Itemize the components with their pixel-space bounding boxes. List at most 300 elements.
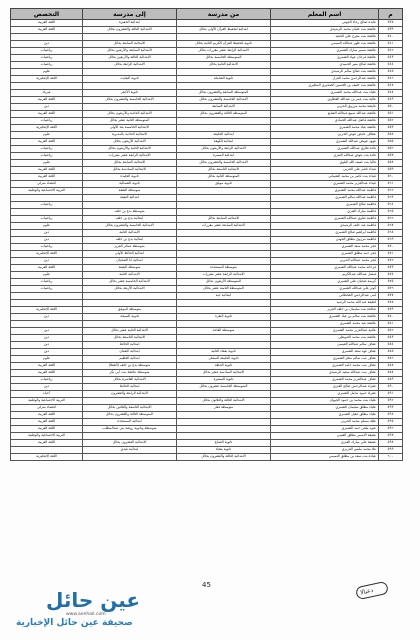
specialty: اللغة العربية [11,167,83,174]
row-number: ٥٦١ [379,181,403,188]
specialty [11,293,83,300]
teacher-name: غادة بنت عوض عبدالله العنزي [271,153,379,160]
to-school: ابتدائية ابا الصحيان [83,258,177,265]
teacher-name: غادة طارق عبدالله الشمري [271,146,379,153]
logo-main-text: عين حائل [46,588,141,612]
specialty: اللغة العربية [11,412,83,419]
table-row [11,216,403,223]
specialty [11,321,83,328]
to-school: الابتدائية الثانية [83,272,177,279]
from-school: الابتدائية السابعة [177,104,271,111]
to-school: متوسطة عمائر العريز [83,244,177,251]
to-school: الابتدائية الثالثة والأربعين بحائل [83,55,177,62]
table-row [11,160,403,167]
from-school: ثانوية الضباع [177,440,271,447]
teacher-name: عائشة فرحان عواد الشمري [271,55,379,62]
specialty [11,34,83,41]
to-school: الابتدائية الرابعة عشر مقررات [83,153,177,160]
specialty: اللغة الإنجليزية [11,454,83,461]
watermark-logo [8,588,198,636]
row-number: ٥٤٥ [379,69,403,76]
from-school: المتوسطة الخامسة عشرون بحائل [177,384,271,391]
row-number: ٥٥٢ [379,118,403,125]
teacher-name: علا محمد ملبس العزيزي [271,447,379,454]
specialty [11,83,83,90]
specialty: رياضيات [11,118,83,125]
to-school: ابتدائية الحائط [83,342,177,349]
to-school: الابتدائية الحادية والأربعون بحائل [83,111,177,118]
header-specialty: التخصص [11,9,83,20]
from-school: الابتدائية الثالثة والعشرون بحائل [177,454,271,461]
row-number: ٥٩٠ [379,384,403,391]
to-school: ابتدائية العظيم [83,356,177,363]
specialty: دين [11,349,83,356]
row-number: ٥٨٦ [379,356,403,363]
teacher-name: علياء بنت عبدالله محمد الشمري [271,90,379,97]
table-row [11,244,403,251]
teacher-name: عالية بنت عمر بن عبدالله العطاوي [271,97,379,104]
row-number: ٥٥٥ [379,139,403,146]
from-school: ثانوية بقعاء [177,447,271,454]
specialty: اللغة العربية [11,265,83,272]
specialty: رياضيات [11,286,83,293]
teacher-name: كريمة ضحيان علي الشمري [271,279,379,286]
to-school: المتوسطة الثالثة والعشرون بحائل [83,412,177,419]
to-school: الابتدائية الخامسة والعشرون بحائل [83,97,177,104]
teacher-name: علياء مطلق عقيل الشمري [271,412,379,419]
teacher-name: عفاف بنت محمد حامد الشمري [271,363,379,370]
table-row [11,251,403,258]
to-school [83,433,177,440]
to-school: الابتدائية السابعة بحائل [83,41,177,48]
signature-stamp [355,581,389,600]
table-row [11,398,403,405]
row-number: ٥٩٢ [379,398,403,405]
from-school [177,342,271,349]
table-row [11,118,403,125]
teacher-name: علياء بنت محمد بن حمود الجبهان [271,398,379,405]
teacher-name: غيداء عبدالعزيز محمد الشمري [271,181,379,188]
table-row [11,55,403,62]
to-school: الابتدائية التاسعة والثلاثين بحائل [83,405,177,412]
to-school: الابتدائية العاشرة بحائل [83,377,177,384]
teacher-name: عنود ملفي حمد الشمري [271,426,379,433]
row-number: ٥٦٩ [379,237,403,244]
teacher-name: غيداء بنت ناصر بن محمد الشيباني [271,174,379,181]
teacher-name: عفاف عبدالعزيز محمد الشمري [271,377,379,384]
table-row [11,286,403,293]
to-school: ابتدائية الحائط [83,384,177,391]
specialty: رياضيات [11,62,83,69]
table-row [11,132,403,139]
transfer-table [10,8,403,461]
table-row [11,104,403,111]
to-school: الابتدائية السابعة بحائل [83,160,177,167]
to-school: الابتدائية الثالثة والعشرون بحائل [83,27,177,34]
row-number: ٥٦٢ [379,188,403,195]
table-row [11,209,403,216]
teacher-name: عائشة بنت مفرح علي الجعيد [271,34,379,41]
specialty: رياضيات [11,279,83,286]
table-row [11,426,403,433]
from-school: الابتدائية السابعة بحائل [177,216,271,223]
teacher-name: عهود عويض عبدالله الشمري [271,139,379,146]
table-row [11,412,403,419]
teacher-name: عائشة بنت عليان محمد الرشيدي [271,27,379,34]
to-school: ابتدائية الحفيرة [83,20,177,27]
teacher-name: عائشة عبدالله شبيع عبدالله الشايع [271,111,379,118]
to-school: ثانوية الأجفر [83,90,177,97]
table-row [11,377,403,384]
row-number: ٥٧٤ [379,272,403,279]
header-teacher-name: اسم المعلم [271,9,379,20]
table-row [11,454,403,461]
row-number: ٥٤٤ [379,62,403,69]
teacher-name: فاطمة عبدالله سالم الشمري [271,195,379,202]
table-row [11,321,403,328]
table-row [11,125,403,132]
logo-tagline: صحيفة عين حائل الإخبارية [16,618,133,628]
table-row [11,27,403,34]
specialty: دين [11,104,83,111]
teacher-name: عائشة سمير مبارك الشمري [271,48,379,55]
specialty [11,209,83,216]
from-school: المتوسطة الخامسة بحائل [177,55,271,62]
row-number: ٥٨٥ [379,349,403,356]
from-school: متوسطة القاعد [177,328,271,335]
row-number: ٥٨١ [379,321,403,328]
specialty: علوم [11,223,83,230]
from-school [177,69,271,76]
teacher-name: فيصل عبدالله عبدالكريم [271,272,379,279]
table-row [11,391,403,398]
table-row [11,41,403,48]
from-school: متوسطة قفار [177,405,271,412]
teacher-name: فاطمة عبدالله محمد الشمري [271,188,379,195]
to-school: الابتدائية الأربعون بحائل [83,139,177,146]
teacher-name: عفاف بنت عبدالله سعيد الرشيدي [271,370,379,377]
table-row [11,62,403,69]
teacher-name: عفيفة الاسمر مطلق العتيبي [271,433,379,440]
specialty: رياضيات [11,146,83,153]
specialty: علوم [11,69,83,76]
teacher-name: غاليا بنت ضيف الله البلوي [271,160,379,167]
to-school: الابتدائية العشرون بحائل [83,440,177,447]
table-row [11,90,403,97]
table-row [11,293,403,300]
row-number: ٥٤٦ [379,76,403,83]
table-row [11,370,403,377]
specialty: رياضيات [11,216,83,223]
table-row [11,307,403,314]
to-school: متوسطة بدع بن خلف (العطا) [83,363,177,370]
header-to-school: إلى مدرسة [83,9,177,20]
to-school: ابتدائية بدع بن خلف [83,216,177,223]
table-row [11,188,403,195]
row-number: ٦٠٠ [379,454,403,461]
specialty: رياضيات [11,202,83,209]
teacher-name: فاطمة ضاوي عبدالله الشمري [271,216,379,223]
row-number: ٥٥٨ [379,160,403,167]
teacher-name: فاطمة عيد خلف الرشيدي [271,223,379,230]
specialty: دين [11,237,83,244]
table-row [11,181,403,188]
specialty: رياضيات [11,48,83,55]
table-header [11,9,403,20]
row-number: ٥٤٠ [379,34,403,41]
row-number: ٥٤٣ [379,55,403,62]
to-school: ابتدائية بدع بن خلف [83,237,177,244]
from-school: الابتدائية الثالثة والثلاثون بحائل [177,398,271,405]
from-school: ثانوية موقق [177,181,271,188]
specialty: اللغة العربية [11,20,83,27]
table-row [11,363,403,370]
to-school: ثانوية الجليدة [83,174,177,181]
row-number: ٥٩٦ [379,426,403,433]
teacher-name: عايدة صالح رجاء الجهني [271,20,379,27]
row-number: ٥٩٨ [379,440,403,447]
to-school: الابتدائية الرابعة بحائل [83,62,177,69]
row-number: ٥٩٥ [379,419,403,426]
table-row [11,405,403,412]
to-school: الابتدائية الخامسة بعد الأولى [83,125,177,132]
from-school: الابتدائية الرابعة والأربعون بحائل [177,146,271,153]
teacher-name: عفراء عبدالرحمن صالح العنزي [271,384,379,391]
from-school: ثانوية بقعاء الثانية [177,349,271,356]
specialty: اللغة العربية [11,111,83,118]
to-school [83,34,177,41]
header-number: م [379,9,403,20]
teacher-name: عفيفة علي مبارك العنزي [271,440,379,447]
row-number: ٥٦٥ [379,209,403,216]
from-school: ابتدائية المسرة [177,153,271,160]
from-school: الابتدائية الرابعة عشر مقررات بحائل [177,48,271,55]
teacher-name: فجر محمد عبدالله الحربي [271,258,379,265]
specialty [11,300,83,307]
teacher-name: عطاف عايض عوض الحربي [271,132,379,139]
teacher-name: عائشة بنت ظهر عبدالله التميمي [271,41,379,48]
row-number: ٥٤٧ [379,83,403,90]
table-row [11,146,403,153]
teacher-name: عائشة صالح منير الحميدي [271,62,379,69]
from-school [177,251,271,258]
from-school [177,321,271,328]
to-school: ثانوية البعايث [83,76,177,83]
teacher-name: لطيفة عبد الله محمد الرشيد [271,300,379,307]
header-from-school: من مدرسة [177,9,271,20]
table-row [11,258,403,265]
table-row [11,202,403,209]
from-school: ثانوية لتحفيظ القرآن الكريم الثانية بحائل [177,41,271,48]
row-number: ٥٧٧ [379,293,403,300]
row-number: ٥٩٧ [379,433,403,440]
row-number: ٥٨٠ [379,314,403,321]
row-number: ٥٩٣ [379,405,403,412]
row-number: ٥٥١ [379,111,403,118]
row-number: ٥٧٣ [379,265,403,272]
to-school: متوسطة الموقق [83,307,177,314]
row-number: ٥٦٤ [379,202,403,209]
table-row [11,223,403,230]
teacher-name: عفاف سالم عبدالله العيسى [271,342,379,349]
specialty: رياضيات [11,55,83,62]
from-school: متوسطة المستجدة [177,265,271,272]
stamp-text: دعبالا [359,586,375,597]
table-row [11,300,403,307]
row-number: ٥٨٢ [379,328,403,335]
specialty: اللغة العربية [11,440,83,447]
specialty: اللغة العربية [11,419,83,426]
specialty: دين [11,384,83,391]
specialty: اللغة العربية [11,174,83,181]
teacher-name: عافية عبدالعزيز محمد الشمري [271,328,379,335]
teacher-name: فجر حمد مطلق الشمري [271,251,379,258]
to-school [83,454,177,461]
row-number: ٥٧٢ [379,258,403,265]
row-number: ٥٧٩ [379,307,403,314]
from-school [177,335,271,342]
teacher-name: عفراء حمود شامل الشمري [271,391,379,398]
specialty: اللغة العربية [11,27,83,34]
row-number: ٥٦٣ [379,195,403,202]
row-number: ٥٤١ [379,41,403,48]
table-row [11,265,403,272]
table-row [11,419,403,426]
from-school [177,426,271,433]
from-school [177,125,271,132]
from-school [177,230,271,237]
table-row [11,342,403,349]
row-number: ٥٧٥ [379,279,403,286]
to-school: الابتدائية الأربعة بحائل [83,286,177,293]
to-school [83,398,177,405]
row-number: ٥٧٨ [379,300,403,307]
from-school [177,307,271,314]
from-school [177,419,271,426]
from-school: الابتدائية الخامسة والعشرون بحائل [177,160,271,167]
from-school: الابتدائية التاسعة بحائل [177,167,271,174]
teacher-name: فاطمة ابراهيم صالح الشمري [271,230,379,237]
teacher-name: فاطمة صالح الشمري [271,202,379,209]
to-school: ابتدائية الشنان [83,349,177,356]
from-school [177,209,271,216]
from-school: الابتدائية الرابعة عشر مقررات [177,272,271,279]
specialty: اقتصاد منزلي [11,405,83,412]
table-row [11,34,403,41]
to-school: ابتدائية الحائط الأولى [83,251,177,258]
row-number: ٥٥٤ [379,132,403,139]
specialty: دين [11,314,83,321]
specialty: اللغة العربية [11,370,83,377]
teacher-name: فرحانه محمد عبدالله الشمري [271,265,379,272]
from-school [177,412,271,419]
from-school [177,244,271,251]
specialty: اللغة الإنجليزية [11,251,83,258]
to-school [83,293,177,300]
row-number: ٥٩٩ [379,447,403,454]
row-number: ٥٧٠ [379,244,403,251]
to-school: الابتدائية السابعة والأربعين بحائل [83,48,177,55]
to-school: الابتدائية الثانية [83,230,177,237]
row-number: ٥٥٠ [379,104,403,111]
table-row [11,20,403,27]
to-school: الابتدائية الرابعة والعشرون [83,391,177,398]
specialty: اللغة الإنجليزية [11,76,83,83]
specialty: رياضيات [11,244,83,251]
table-row [11,349,403,356]
from-school [177,188,271,195]
table-row [11,230,403,237]
to-school: متوسطة البعيثة [83,265,177,272]
specialty: علوم [11,160,83,167]
row-number: ٥٩٤ [379,412,403,419]
to-school: ثانوية الشمالية [83,181,177,188]
from-school: الابتدائية السادسة عشر بحائل [177,370,271,377]
from-school [177,195,271,202]
from-school: ثانوية السعيرة [177,377,271,384]
to-school [83,300,177,307]
from-school [177,83,271,90]
from-school: ثانوية الشاملة [177,76,271,83]
specialty: اقتصاد منزلي [11,181,83,188]
specialty: علوم [11,272,83,279]
table-row [11,237,403,244]
from-school: المتوسطة الأربعون بحائل [177,279,271,286]
teacher-name: لبنى عبدالرحمن القحطاني [271,293,379,300]
row-number: ٥٥٩ [379,167,403,174]
teacher-name: فجر محمد سعد الشمري [271,244,379,251]
table-row [11,356,403,363]
teacher-name: عائشة عياد محمد الشمري [271,125,379,132]
specialty: علوم [11,356,83,363]
specialty: التربية الاجتماعية والوطنية [11,433,83,440]
from-school [177,34,271,41]
table-row [11,83,403,90]
to-school [83,83,177,90]
to-school [83,321,177,328]
to-school: ثانوية السيحة [83,314,177,321]
from-school: الابتدائية السابعة عشر مقررات [177,223,271,230]
table-row [11,279,403,286]
row-number: ٥٨٩ [379,377,403,384]
to-school [83,202,177,209]
to-school: ابتدائية البعيثة [83,195,177,202]
to-school: المتوسطة الثانية عشر بحائل [83,118,177,125]
specialty: اللغة الإنجليزية [11,307,83,314]
specialty: اللغة العربية [11,363,83,370]
specialty [11,447,83,454]
table-row [11,447,403,454]
teacher-name: عائشة فاضل عبدالله الحمادي [271,118,379,125]
specialty: دين [11,328,83,335]
from-school [177,391,271,398]
specialty: دين [11,230,83,237]
specialty: رياضيات [11,153,83,160]
from-school: ابتدائية جبة [177,293,271,300]
row-number: ٥٣٩ [379,27,403,34]
to-school: الابتدائية الثانية والأربعون بحائل [83,146,177,153]
table-body [11,20,403,461]
table-row [11,440,403,447]
teacher-name: عفاف فهد سعد الشمري [271,349,379,356]
teacher-name: كوثر علي عبدالله الشمري [271,286,379,293]
specialty: دين [11,342,83,349]
row-number: ٥٦٨ [379,230,403,237]
from-school [177,300,271,307]
table-row [11,69,403,76]
table-row [11,328,403,335]
specialty: دين [11,258,83,265]
